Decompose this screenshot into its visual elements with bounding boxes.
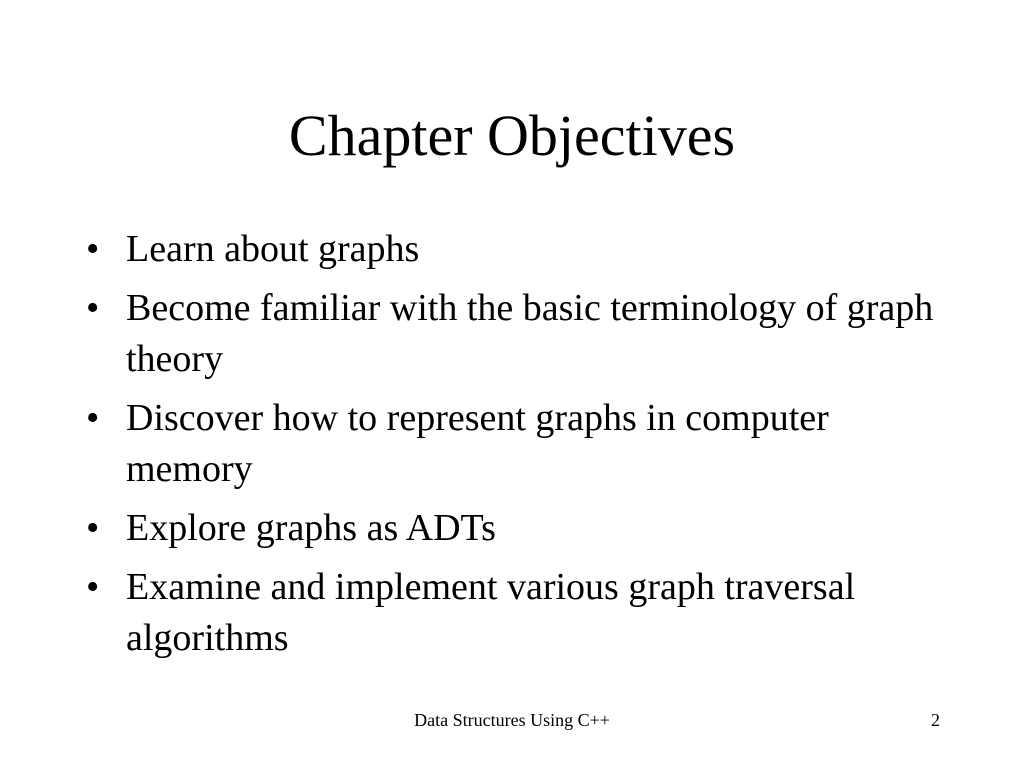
bullet-dot-icon: • [86,507,100,549]
list-item [84,562,964,664]
list-item [84,393,964,495]
list-item [84,503,964,554]
bullet-text: Become familiar with the basic terminology of graph theory [126,287,934,380]
bullet-dot-icon: • [86,566,100,608]
bullet-text: Learn about graphs [126,228,420,270]
list-item [84,224,964,275]
bullet-dot-icon: • [86,397,100,439]
bullet-dot-icon: • [86,228,100,270]
slide-title: Chapter Objectives [288,103,736,168]
list-item [84,283,964,385]
footer-title: Data Structures Using C++ [414,710,610,730]
bullet-text: Examine and implement various graph traversal algorithms [126,566,856,659]
page-number: 2 [931,710,940,730]
bullet-list [84,224,964,672]
bullet-dot-icon: • [86,287,100,329]
bullet-text: Explore graphs as ADTs [126,507,496,549]
bullet-text: Discover how to represent graphs in computer memory [126,397,829,490]
